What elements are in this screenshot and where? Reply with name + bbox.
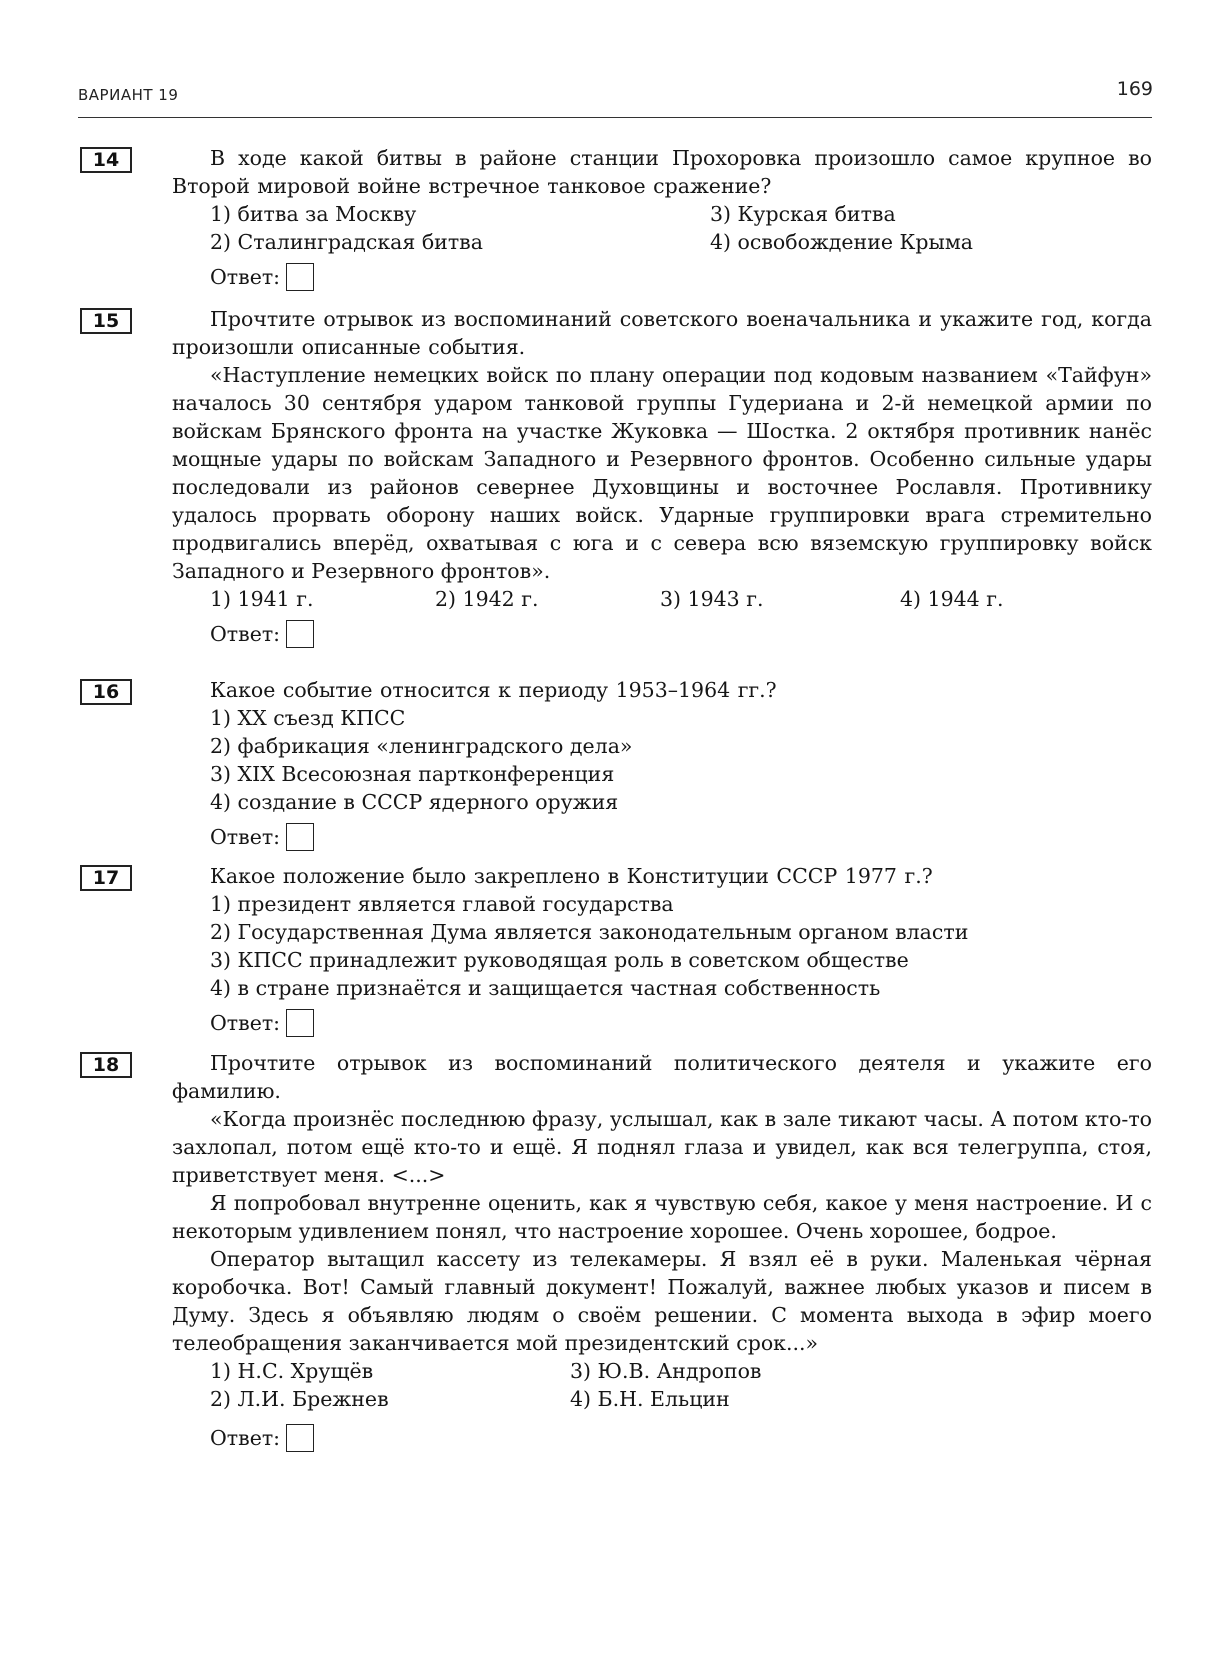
option-4: 4) освобождение Крыма xyxy=(710,230,974,254)
task-number-box: 17 xyxy=(80,865,132,891)
answer-label: Ответ: xyxy=(210,825,281,849)
answer-box[interactable] xyxy=(286,263,314,291)
answer-box[interactable] xyxy=(286,823,314,851)
option-2: 2) 1942 г. xyxy=(435,587,539,611)
answer-label: Ответ: xyxy=(210,622,281,646)
answer-row xyxy=(172,1006,1152,1040)
option-1: 1) Н.С. Хрущёв xyxy=(210,1359,374,1383)
task-number-box: 15 xyxy=(80,308,132,334)
option-2: 2) Государственная Дума является законодательным органом власти xyxy=(210,920,969,944)
option-4: 4) создание в СССР ядерного оружия xyxy=(210,790,619,814)
option-3: 3) КПСС принадлежит руководящая роль в советском обществе xyxy=(210,948,909,972)
option-4: 4) Б.Н. Ельцин xyxy=(570,1387,730,1411)
task-question: Прочтите отрывок из воспоминаний политического деятеля и укажите его фамилию. xyxy=(172,1051,1152,1103)
option-3: 3) Курская битва xyxy=(710,202,896,226)
task-question: Какое событие относится к периоду 1953–1964 гг.? xyxy=(210,678,777,702)
task-15 xyxy=(80,305,1152,651)
page-number: 169 xyxy=(1116,78,1153,100)
option-2: 2) фабрикация «ленинградского дела» xyxy=(210,734,633,758)
option-1: 1) 1941 г. xyxy=(210,587,314,611)
options-list xyxy=(172,200,1152,256)
option-1: 1) президент является главой государства xyxy=(210,892,674,916)
options-list xyxy=(172,890,1152,1002)
option-4: 4) 1944 г. xyxy=(900,587,1004,611)
answer-row xyxy=(172,820,1152,854)
quote-paragraph-1: «Когда произнёс последнюю фразу, услышал, как в зале тикают часы. А потом кто-то захлопал, потом ещё кто-то и ещё. Я поднял глаза и увидел, как вся телегруппа, стоя, приветствует меня. <...> xyxy=(172,1107,1152,1187)
task-18 xyxy=(80,1049,1152,1455)
option-3: 3) Ю.В. Андропов xyxy=(570,1359,762,1383)
task-number-box: 14 xyxy=(80,147,132,173)
option-2: 2) Л.И. Брежнев xyxy=(210,1387,389,1411)
options-list xyxy=(172,585,1152,613)
answer-row xyxy=(172,1421,1152,1455)
task-14 xyxy=(80,144,1152,294)
option-2: 2) Сталинградская битва xyxy=(210,230,483,254)
answer-row xyxy=(172,260,1152,294)
task-question: Какое положение было закреплено в Конституции СССР 1977 г.? xyxy=(210,864,933,888)
quote-text: «Наступление немецких войск по плану операции под кодовым названием «Тайфун» началось 30 сентября ударом танковой группы Гудериана и 2-й немецкой армии по войскам Брянского фронта на участке Жуковка — Шостка. 2 октября противник нанёс мощные удары по войскам Западного и Резервного фронтов. Особенно сильные удары последовали из районов севернее Духовщины и восточнее Рославля. Противнику удалось прорвать оборону наших войск. Ударные группировки врага стремительно продвигались вперёд, охватывая с юга и с севера всю вяземскую группировку войск Западного и Резервного фронтов». xyxy=(172,363,1152,583)
answer-label: Ответ: xyxy=(210,1011,281,1035)
answer-box[interactable] xyxy=(286,1424,314,1452)
running-header-variant: ВАРИАНТ 19 xyxy=(78,86,179,104)
quote-paragraph-2: Я попробовал внутренне оценить, как я чувствую себя, какое у меня настроение. И с некоторым удивлением понял, что настроение хорошее. Очень хорошее, бодрое. xyxy=(172,1191,1152,1243)
answer-label: Ответ: xyxy=(210,1426,281,1450)
option-3: 3) XIX Всесоюзная партконференция xyxy=(210,762,615,786)
task-number-box: 18 xyxy=(80,1052,132,1078)
option-3: 3) 1943 г. xyxy=(660,587,764,611)
quote-paragraph-3: Оператор вытащил кассету из телекамеры. Я взял её в руки. Маленькая чёрная коробочка. Вот! Самый главный документ! Пожалуй, важнее любых указов и писем в Думу. Здесь я объявляю людям о своём решении. С момента выхода в эфир моего телеобращения заканчивается мой президентский срок...» xyxy=(172,1247,1152,1355)
option-1: 1) XX съезд КПСС xyxy=(210,706,406,730)
options-list xyxy=(172,704,1152,816)
task-number-box: 16 xyxy=(80,679,132,705)
options-list xyxy=(172,1357,1152,1413)
task-question: Прочтите отрывок из воспоминаний советского военачальника и укажите год, когда произошли описанные события. xyxy=(172,307,1152,359)
option-1: 1) битва за Москву xyxy=(210,202,417,226)
task-16 xyxy=(80,676,1152,854)
answer-row xyxy=(172,617,1152,651)
header-rule xyxy=(78,117,1152,118)
option-4: 4) в стране признаётся и защищается частная собственность xyxy=(210,976,881,1000)
answer-box[interactable] xyxy=(286,1009,314,1037)
task-question: В ходе какой битвы в районе станции Прохоровка произошло самое крупное во Второй мировой войне встречное танковое сражение? xyxy=(172,146,1152,198)
task-17 xyxy=(80,862,1152,1040)
answer-box[interactable] xyxy=(286,620,314,648)
answer-label: Ответ: xyxy=(210,265,281,289)
